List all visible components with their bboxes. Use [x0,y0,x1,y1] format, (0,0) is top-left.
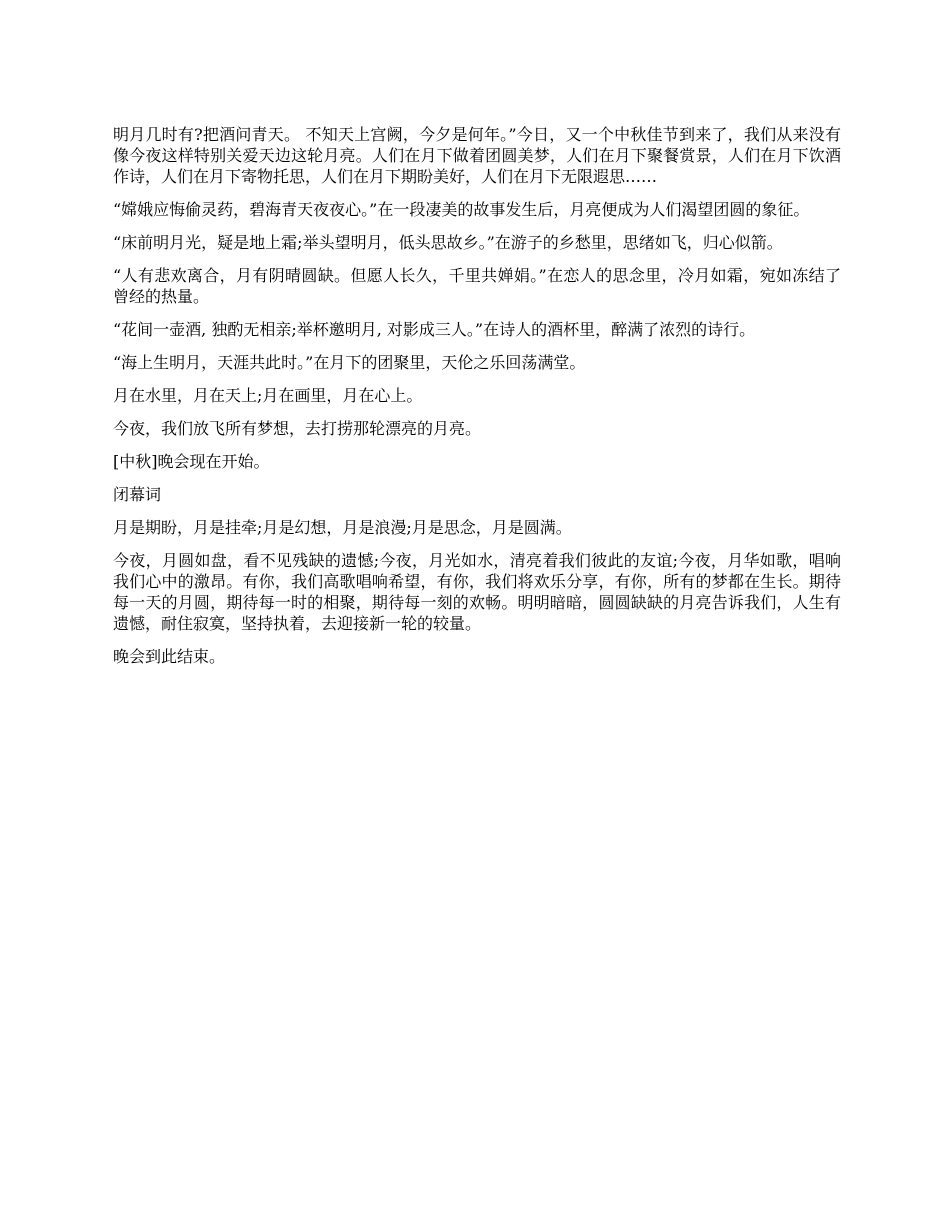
moon-lines-paragraph: 月在水里，月在天上;月在画里，月在心上。 [113,386,423,405]
opening-paragraph: 明月几时有?把酒问青天。 不知天上宫阙，今夕是何年。”今日，又一个中秋佳节到来了，我们从来没有像今夜这样特别关爱天边这轮月亮。人们在月下做着团圆美梦，人们在月下聚餐赏景，人们在月下饮酒作诗，人们在月下寄物托思，人们在月下期盼美好，人们在月下无限遐思…… [113,125,841,186]
poem-paragraph-yue-xia-du-zhuo: “花间一壶酒, 独酌无相亲;举杯邀明月, 对影成三人。”在诗人的酒杯里，醉满了浓烈的诗行。 [113,320,756,339]
poem-paragraph-change-e: “嫦娥应悔偷灵药，碧海青天夜夜心。”在一段凄美的故事发生后，月亮便成为人们渴望团圆的象征。 [113,200,810,219]
tonight-paragraph: 今夜，我们放飞所有梦想，去打捞那轮漂亮的月亮。 [113,419,482,438]
closing-tonight-paragraph: 今夜，月圆如盘，看不见残缺的遗憾;今夜，月光如水，清亮着我们彼此的友谊;今夜，月华如歌，唱响我们心中的激昂。有你，我们高歌唱响希望，有你，我们将欢乐分享，有你，所有的梦都在生长。期待每一天的月圆，期待每一时的相聚，期待每一刻的欢畅。明明暗暗，圆圆缺缺的月亮告诉我们，人生有遗憾，耐住寂寞，坚持执着，去迎接新一轮的较量。 [113,551,841,633]
poem-paragraph-wang-yue-huai-yuan: “海上生明月，天涯共此时。”在月下的团聚里，天伦之乐回荡满堂。 [113,353,586,372]
poem-paragraph-jing-ye-si: “床前明月光，疑是地上霜;举头望明月，低头思故乡。”在游子的乡愁里，思绪如飞，归心似箭。 [113,233,783,252]
closing-announcement: 晚会到此结束。 [113,647,226,666]
closing-moon-paragraph: 月是期盼，月是挂牵;月是幻想，月是浪漫;月是思念，月是圆满。 [113,518,572,537]
document-body [113,124,841,679]
closing-speech-heading: 闭幕词 [113,485,162,504]
opening-announcement: [中秋]晚会现在开始。 [113,452,270,471]
poem-paragraph-shui-diao-ge-tou: “人有悲欢离合，月有阴晴圆缺。但愿人长久，千里共婵娟。”在恋人的思念里，冷月如霜，宛如冻结了曾经的热量。 [113,266,841,306]
